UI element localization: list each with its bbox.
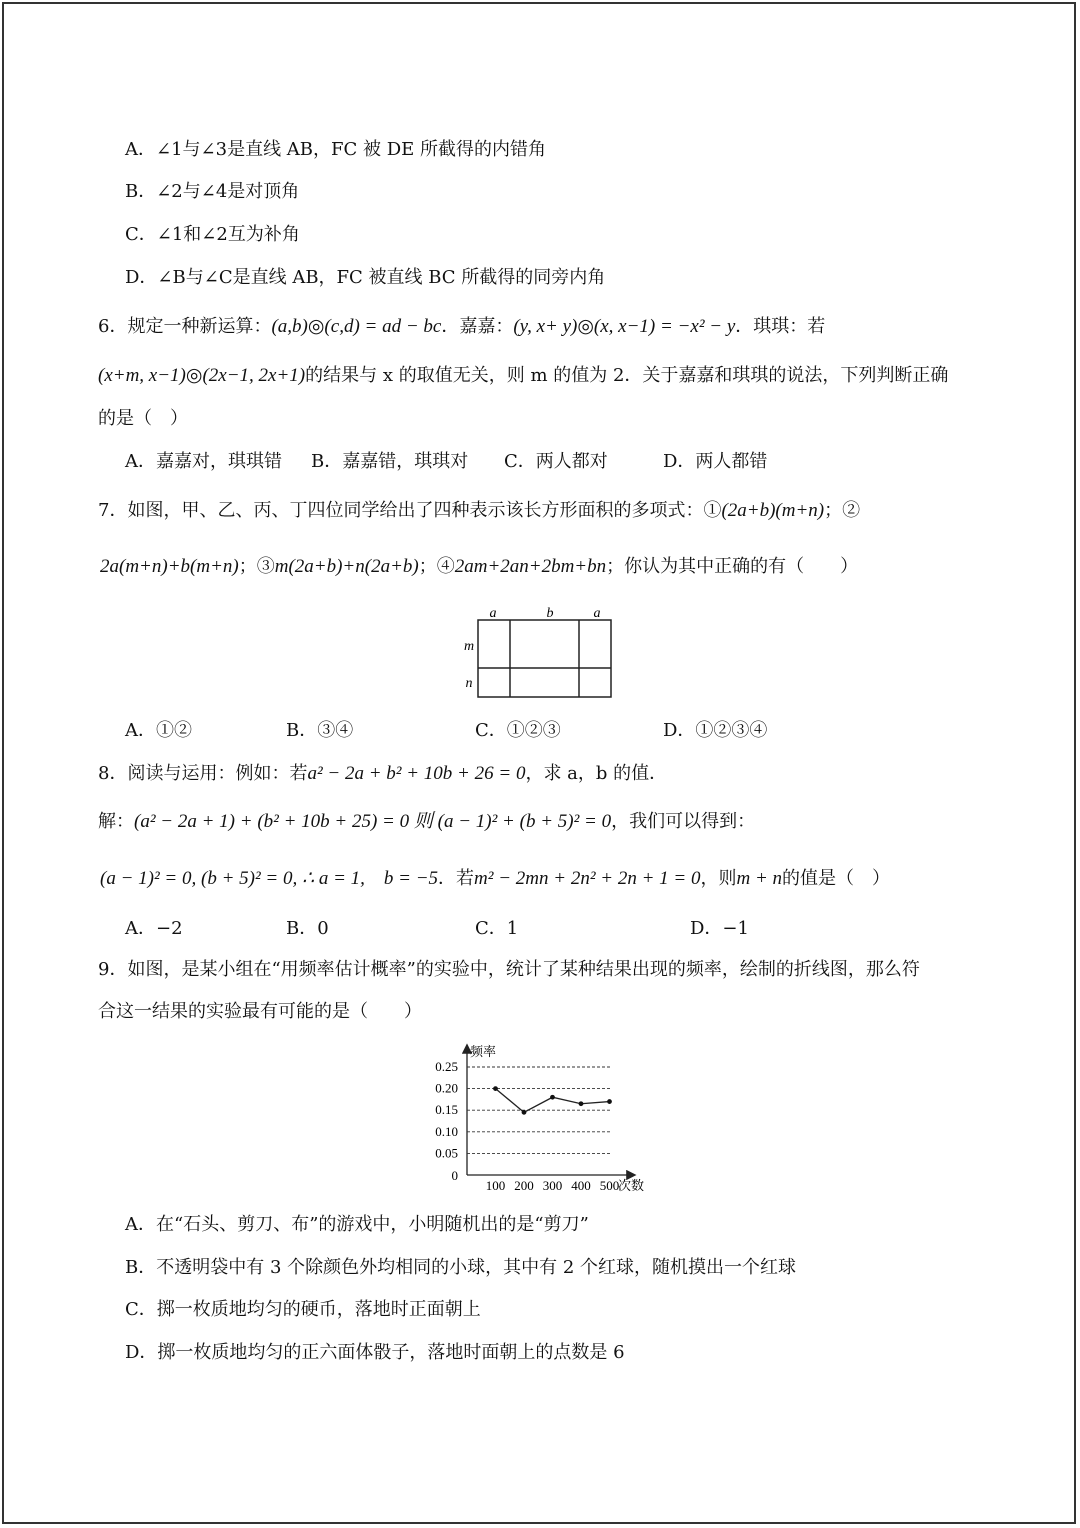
y-tick-label: 0.10 [435,1123,458,1139]
data-point [522,1110,527,1115]
q8-option-a[interactable]: A．−2 [125,918,183,939]
frequency-series-line [496,1089,610,1113]
y-axis-label: 频率 [470,1044,497,1059]
q7-poly-2: 2a(m+n)+b(m+n) [100,556,239,577]
q6-option-b[interactable]: B．嘉嘉错，琪琪对 [311,451,469,472]
q8-option-b[interactable]: B．0 [286,918,329,939]
q5-option-d[interactable]: D．∠B与∠C是直线 AB，FC 被直线 BC 所截得的同旁内角 [125,267,606,288]
q8-equation-2: (a² − 2a + 1) + (b² + 10b + 25) = 0 则 (a − 1)² + (b + 5)² = 0 [134,811,612,832]
q6-jiajia-expr: (y, x+ y)◎(x, x−1) = −x² − y [513,316,736,337]
q8-line-2 [98,810,755,834]
q6-text-a: 6．规定一种新运算： [98,316,272,337]
q7-label-b: b [546,606,554,621]
q7-label-a1: a [489,606,497,621]
q7-option-a[interactable]: A．①② [125,720,192,741]
q6-qiqi-expr: (x+m, x−1)◎(2x−1, 2x+1) [98,365,306,386]
q9-frequency-chart [420,1038,660,1198]
q7-text-a: 7．如图，甲、乙、丙、丁四位同学给出了四种表示该长方形面积的多项式：① [98,500,722,521]
q8-text-e: ．若 [438,868,475,889]
q8-option-c[interactable]: C．1 [475,918,519,939]
q6-option-d[interactable]: D．两人都错 [663,451,768,472]
data-point [607,1099,612,1104]
q7-option-d[interactable]: D．①②③④ [663,720,768,741]
q7-line-1 [98,499,860,523]
q9-option-d[interactable]: D．掷一枚质地均匀的正六面体骰子，落地时面朝上的点数是 6 [125,1342,625,1363]
q7-line-2 [100,555,858,579]
q6-text-c: ．琪琪：若 [735,316,826,337]
q8-line-1 [98,762,667,786]
q7-label-n: n [465,676,473,691]
q7-rectangle-figure [455,602,625,702]
q8-text-a: 8．阅读与运用：例如：若 [98,763,308,784]
q8-option-d[interactable]: D．−1 [690,918,749,939]
q7-sep-1: ；③ [238,556,275,577]
q5-option-c[interactable]: C．∠1和∠2互为补角 [125,224,300,245]
q7-option-c[interactable]: C．①②③ [475,720,561,741]
q8-text-g: 的值是（ ） [782,868,891,889]
q7-option-b[interactable]: B．③④ [286,720,354,741]
q9-option-c[interactable]: C．掷一枚质地均匀的硬币，落地时正面朝上 [125,1299,481,1320]
q7-text-b: ；② [824,500,861,521]
q9-line-2: 合这一结果的实验最有可能的是（ ） [98,1001,422,1022]
q8-line-3 [100,867,890,891]
data-point [550,1095,555,1100]
x-tick-label: 300 [542,1178,563,1193]
data-point [493,1086,498,1091]
q7-label-a2: a [593,606,601,621]
q5-option-b[interactable]: B．∠2与∠4是对顶角 [125,181,300,202]
q7-poly-1: (2a+b)(m+n) [721,500,825,521]
q6-text-d: 的结果与 x 的取值无关，则 m 的值为 2．关于嘉嘉和琪琪的说法，下列判断正确 [305,365,949,386]
q5-option-a[interactable]: A．∠1与∠3是直线 AB，FC 被 DE 所截得的内错角 [125,139,547,160]
q8-equation-4: m² − 2mn + 2n² + 2n + 1 = 0 [474,868,701,889]
q7-outer-rect [478,620,611,697]
y-tick-label: 0.20 [435,1080,458,1096]
q8-text-b: ，求 a，b 的值． [525,763,668,784]
q8-text-f: ，则 [700,868,737,889]
x-tick-label: 400 [571,1178,591,1193]
q7-sep-2: ；④ [418,556,455,577]
q8-equation-3: (a − 1)² = 0, (b + 5)² = 0, ∴ a = 1, b = −5 [100,868,439,889]
q8-text-d: ，我们可以得到： [611,811,756,832]
x-tick-label: 100 [485,1178,506,1193]
q6-line-2 [98,364,948,388]
q7-poly-4: 2am+2an+2bm+bn [454,556,607,577]
q6-op-def: (a,b)◎(c,d) = ad − bc [271,316,442,337]
q7-label-m: m [463,639,475,654]
x-axis-label: 次数 [618,1178,645,1193]
data-point [579,1101,584,1106]
q9-option-a[interactable]: A．在“石头、剪刀、布”的游戏中，小明随机出的是“剪刀” [125,1214,589,1235]
q9-option-b[interactable]: B．不透明袋中有 3 个除颜色外均相同的小球，其中有 2 个红球，随机摸出一个红球 [125,1257,797,1278]
q8-equation-1: a² − 2a + b² + 10b + 26 = 0 [307,763,526,784]
y-tick-label: 0.15 [435,1102,458,1118]
q8-text-c: 解： [98,811,134,832]
x-tick-label: 500 [599,1178,620,1193]
origin-label: 0 [451,1168,458,1183]
q8-expr-mn: m + n [736,868,783,889]
q6-option-a[interactable]: A．嘉嘉对，琪琪错 [125,451,282,472]
y-tick-label: 0.25 [435,1059,458,1074]
q6-line-3: 的是（ ） [98,408,188,429]
y-tick-label: 0.05 [435,1145,458,1161]
q7-poly-3: m(2a+b)+n(2a+b) [274,556,419,577]
q6-text-b: ．嘉嘉： [441,316,514,337]
q9-line-1: 9．如图，是某小组在“用频率估计概率”的实验中，统计了某种结果出现的频率，绘制的折线图，那么符 [98,959,920,980]
q7-text-c: ；你认为其中正确的有（ ） [606,556,859,577]
q6-option-c[interactable]: C．两人都对 [504,451,608,472]
x-tick-label: 200 [514,1178,534,1193]
q6-line-1 [98,315,825,339]
